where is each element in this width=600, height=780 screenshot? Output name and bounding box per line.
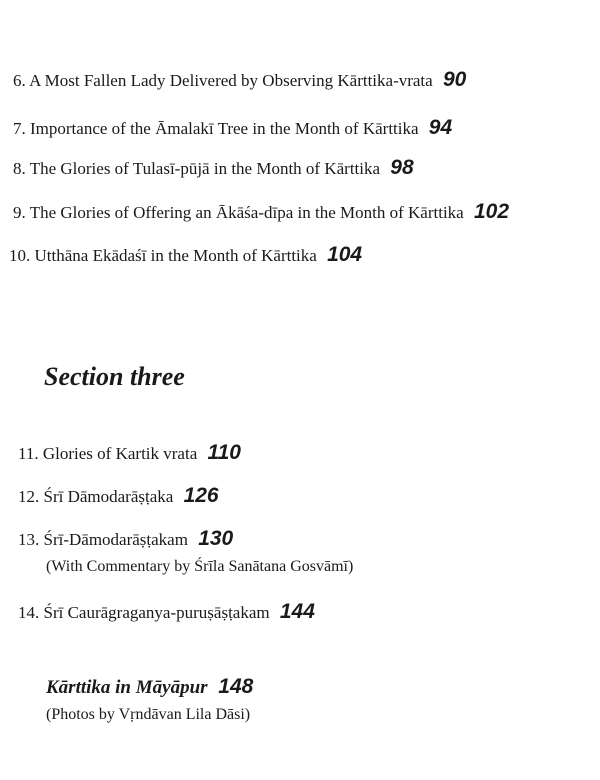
- toc-entry-6: [13, 70, 466, 91]
- toc-entry-12: [18, 486, 219, 507]
- entry-number: 13.: [18, 530, 40, 549]
- entry-number: 10.: [9, 246, 31, 265]
- toc-entry-9: [13, 202, 509, 223]
- entry-title: The Glories of Offering an Ākāśa-dīpa in the Month of Kārttika: [29, 203, 464, 222]
- entry-number: 9.: [13, 203, 26, 222]
- entry-page: 98: [390, 156, 414, 179]
- entry-page: 104: [327, 243, 363, 266]
- toc-entry-11: [18, 443, 241, 464]
- feature-subtitle: (Photos by Vṛndāvan Lila Dāsi): [46, 706, 251, 723]
- entry-title: The Glories of Tulasī-pūjā in the Month of Kārttika: [29, 159, 381, 178]
- toc-entry-8: [13, 158, 414, 179]
- entry-number: 7.: [13, 119, 26, 138]
- entry-page: 110: [207, 441, 241, 464]
- entry-page: 94: [428, 116, 453, 139]
- entry-number: 12.: [18, 487, 40, 506]
- feature-entry: [46, 676, 253, 699]
- entry-title: Utthāna Ekādaśī in the Month of Kārttika: [34, 246, 317, 265]
- entry-title: Śrī Dāmodarāṣṭaka: [43, 487, 174, 506]
- entry-number: 8.: [13, 159, 26, 178]
- feature-title: Kārttika in Māyāpur: [46, 677, 208, 698]
- entry-title: Importance of the Āmalakī Tree in the Month of Kārttika: [30, 119, 419, 138]
- section-heading: Section three: [44, 362, 185, 391]
- toc-entry-10: [9, 245, 362, 266]
- entry-number: 14.: [18, 603, 40, 622]
- entry-page: 130: [198, 527, 234, 550]
- entry-title: A Most Fallen Lady Delivered by Observing Kārttika-vrata: [29, 71, 433, 90]
- entry-number: 11.: [18, 444, 39, 463]
- toc-entry-7: [13, 118, 452, 139]
- toc-entry-13: [18, 529, 233, 550]
- entry-title: Glories of Kartik vrata: [42, 444, 198, 463]
- entry-title: Śrī Caurāgraganya-puruṣāṣṭakam: [43, 603, 270, 622]
- toc-entry-14: [18, 602, 315, 623]
- entry-page: 144: [279, 600, 315, 623]
- entry-subtitle: (With Commentary by Śrīla Sanātana Gosvāmī): [46, 558, 354, 575]
- entry-page: 102: [473, 200, 510, 223]
- entry-number: 6.: [13, 71, 26, 90]
- entry-page: 126: [183, 484, 219, 507]
- entry-title: Śrī-Dāmodarāṣṭakam: [43, 530, 188, 549]
- entry-page: 90: [442, 68, 467, 91]
- feature-page: 148: [218, 675, 254, 698]
